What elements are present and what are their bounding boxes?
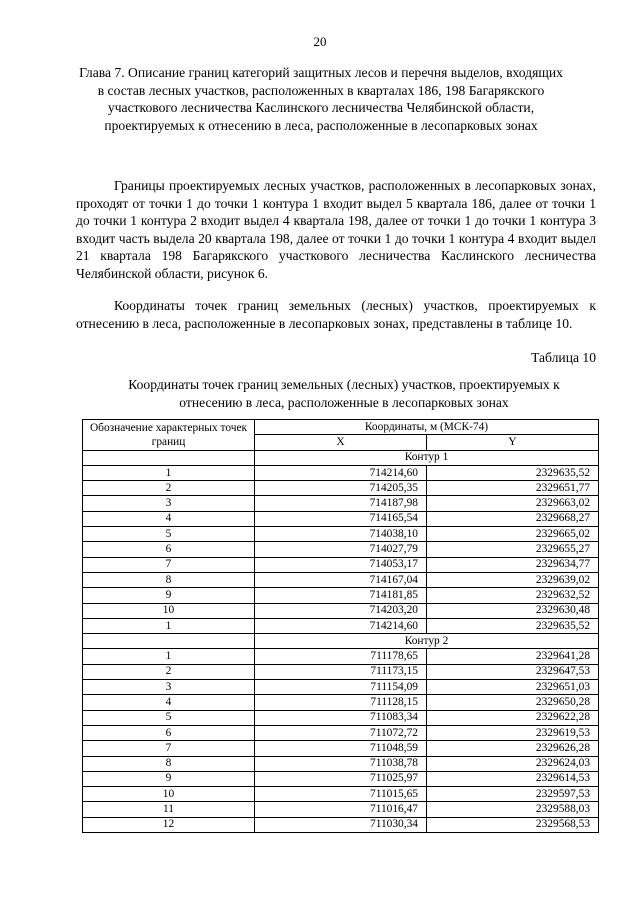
table-row	[83, 787, 599, 802]
point-cell: 2	[83, 481, 255, 496]
y-cell: 2329622,28	[427, 710, 599, 725]
x-cell: 711048,59	[255, 741, 427, 756]
table-row	[83, 496, 599, 511]
paragraph-coordinates	[76, 297, 596, 332]
table-row	[83, 695, 599, 710]
x-cell: 711128,15	[255, 695, 427, 710]
table-row	[83, 664, 599, 679]
y-cell: 2329630,48	[427, 603, 599, 618]
y-cell: 2329597,53	[427, 787, 599, 802]
y-cell: 2329626,28	[427, 741, 599, 756]
y-cell: 2329665,02	[427, 527, 599, 542]
y-cell: 2329651,77	[427, 481, 599, 496]
y-cell: 2329668,27	[427, 511, 599, 526]
y-cell: 2329632,52	[427, 588, 599, 603]
y-cell: 2329655,27	[427, 542, 599, 557]
x-cell: 714203,20	[255, 603, 427, 618]
paragraph-text: Границы проектируемых лесных участков, расположенных в лесопарковых зонах, проходят от точки 1 до точки 1 контура 1 входит выдел 5 квартала 186, далее от точки 1 до точки 1 контура 2 входит выдел 4 квартала 198, далее от точки 1 до точки 1 контура 3 входит часть выдела 20 квартала 198, далее от точки 1 до точки 1 контура 4 входит выдел 21 квартала 198 Багарякского участкового лесничества Каслинского лесничества Челябинской области, рисунок 6.	[76, 178, 596, 281]
table-row	[83, 649, 599, 664]
table-row	[83, 771, 599, 786]
table-row	[83, 481, 599, 496]
x-cell: 714181,85	[255, 588, 427, 603]
table-row	[83, 603, 599, 618]
point-cell: 7	[83, 557, 255, 572]
point-cell: 8	[83, 756, 255, 771]
table-row	[83, 680, 599, 695]
table-row	[83, 802, 599, 817]
x-cell: 711178,65	[255, 649, 427, 664]
header-x: X	[255, 435, 427, 450]
x-cell: 714027,79	[255, 542, 427, 557]
page-number: 20	[313, 34, 327, 49]
contour-row	[83, 450, 599, 465]
y-cell: 2329588,03	[427, 802, 599, 817]
point-cell: 3	[83, 680, 255, 695]
point-cell: 4	[83, 511, 255, 526]
y-cell: 2329663,02	[427, 496, 599, 511]
point-cell: 1	[83, 649, 255, 664]
header-point: Обозначение характерных точек границ	[83, 420, 255, 451]
y-cell: 2329614,53	[427, 771, 599, 786]
x-cell: 711173,15	[255, 664, 427, 679]
y-cell: 2329639,02	[427, 572, 599, 587]
table-row	[83, 741, 599, 756]
coordinates-table	[82, 419, 599, 833]
y-cell: 2329634,77	[427, 557, 599, 572]
table-row	[83, 542, 599, 557]
table-body	[83, 450, 599, 832]
table-caption: Координаты точек границ земельных (лесных) участков, проектируемых к отнесению в леса, расположенные в лесопарковых зонах	[128, 377, 560, 410]
y-cell: 2329651,03	[427, 680, 599, 695]
table-row	[83, 817, 599, 832]
y-cell: 2329647,53	[427, 664, 599, 679]
table-row	[83, 725, 599, 740]
table-label: Таблица 10	[531, 350, 596, 365]
x-cell: 711015,65	[255, 787, 427, 802]
chapter-title: Глава 7. Описание границ категорий защитных лесов и перечня выделов, входящих в состав лесных участков, расположенных в кварталах 186, 198 Багарякского участкового лесничества Каслинского лесничества Челябинской области, проектируемых к отнесению в леса, расположенные в лесопарковых зонах	[79, 65, 563, 133]
table-row	[83, 557, 599, 572]
x-cell: 711154,09	[255, 680, 427, 695]
table-row	[83, 710, 599, 725]
point-cell: 8	[83, 572, 255, 587]
table-row	[83, 588, 599, 603]
table-row	[83, 618, 599, 633]
point-cell: 9	[83, 771, 255, 786]
point-cell: 9	[83, 588, 255, 603]
point-cell: 10	[83, 603, 255, 618]
x-cell: 714214,60	[255, 465, 427, 480]
x-cell: 711030,34	[255, 817, 427, 832]
x-cell: 714053,17	[255, 557, 427, 572]
point-cell: 5	[83, 527, 255, 542]
point-cell: 1	[83, 465, 255, 480]
table-row	[83, 756, 599, 771]
point-cell: 11	[83, 802, 255, 817]
x-cell: 714165,54	[255, 511, 427, 526]
header-y: Y	[427, 435, 599, 450]
x-cell: 711025,97	[255, 771, 427, 786]
point-cell: 4	[83, 695, 255, 710]
point-cell: 10	[83, 787, 255, 802]
y-cell: 2329624,03	[427, 756, 599, 771]
x-cell: 714167,04	[255, 572, 427, 587]
table-row	[83, 527, 599, 542]
x-cell: 714214,60	[255, 618, 427, 633]
table-row	[83, 465, 599, 480]
x-cell: 711072,72	[255, 725, 427, 740]
x-cell: 711016,47	[255, 802, 427, 817]
y-cell: 2329650,28	[427, 695, 599, 710]
y-cell: 2329568,53	[427, 817, 599, 832]
point-cell: 7	[83, 741, 255, 756]
point-cell: 2	[83, 664, 255, 679]
paragraph-boundaries	[76, 177, 596, 282]
x-cell: 711038,78	[255, 756, 427, 771]
point-cell: 5	[83, 710, 255, 725]
point-cell: 6	[83, 725, 255, 740]
contour-title: Контур 2	[255, 634, 599, 649]
y-cell: 2329641,28	[427, 649, 599, 664]
point-cell: 3	[83, 496, 255, 511]
contour-title: Контур 1	[255, 450, 599, 465]
contour-row	[83, 634, 599, 649]
x-cell: 714205,35	[255, 481, 427, 496]
paragraph-text: Координаты точек границ земельных (лесных) участков, проектируемых к отнесению в леса, расположенные в лесопарковых зонах, представлены в таблице 10.	[76, 298, 596, 331]
point-cell: 1	[83, 618, 255, 633]
table-row	[83, 511, 599, 526]
header-coords: Координаты, м (МСК-74)	[255, 420, 599, 435]
x-cell: 711083,34	[255, 710, 427, 725]
y-cell: 2329635,52	[427, 465, 599, 480]
point-cell: 6	[83, 542, 255, 557]
point-cell: 12	[83, 817, 255, 832]
x-cell: 714038,10	[255, 527, 427, 542]
y-cell: 2329619,53	[427, 725, 599, 740]
table-row	[83, 572, 599, 587]
x-cell: 714187,98	[255, 496, 427, 511]
y-cell: 2329635,52	[427, 618, 599, 633]
